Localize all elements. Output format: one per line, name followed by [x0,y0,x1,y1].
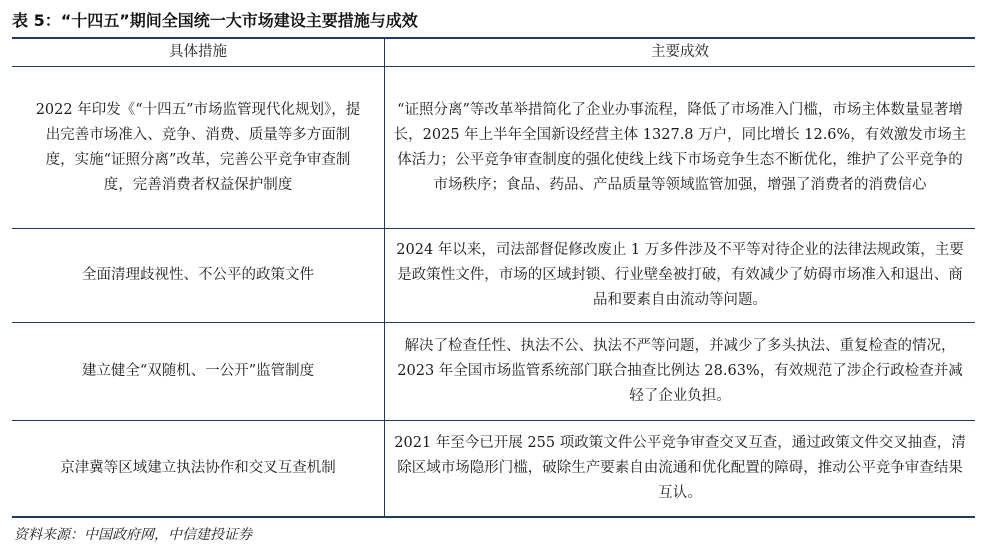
effect-text: 2024 年以来，司法部督促修改废止 1 万多件涉及不平等对待企业的法律法规政策，主要是政策性文件，市场的区域封锁、行业壁垒被打破，有效减少了妨碍市场准入和退出、商品和要素自由流动等问题。 [396,242,964,308]
measure-text: 京津冀等区域建立执法协作和交叉互查机制 [60,460,336,476]
measure-text: 建立健全“双随机、一公开”监管制度 [81,363,315,379]
table-row-3-effect [385,323,975,420]
effect-text: 解决了检查任性、执法不公、执法不严等问题，并减少了多头执法、重复检查的情况，2023 年全国市场监管系统部门联合抽查比例达 28.63%，有效规范了涉企行政检查并减轻了企业负担。 [397,338,963,404]
measure-text: 2022 年印发《“十四五”市场监管现代化规划》，提出完善市场准入、竞争、消费、质量等多方面制度，实施“证照分离”改革，完善公平竞争审查制度，完善消费者权益保护制度 [35,101,361,193]
table-row-2-measure [12,229,384,322]
table-title: 表 5：“十四五”期间全国统一大市场建设主要措施与成效 [12,11,418,30]
effect-text: “证照分离”等改革举措简化了企业办事流程，降低了市场准入门槛，市场主体数量显著增长，2025 年上半年全国新设经营主体 1327.8 万户，同比增长 12.6%，有效激发市场主体活力；公平竞争审查制度的强化使线上线下市场竞争生态不断优化，维护了公平竞争的市场秩序；食品、药品、产品质量等领域监管加强，增强了消费者的消费信心 [393,101,967,193]
column-header-measures: 具体措施 [169,44,227,60]
table-bottom-rule [12,516,975,518]
table-row-1-effect [385,67,975,228]
table-row-2-effect [385,229,975,322]
table-row-4-effect [385,421,975,516]
table-row-4-measure [12,421,384,516]
table-row-3-measure [12,323,384,420]
column-header-effects: 主要成效 [651,44,709,60]
measure-text: 全面清理歧视性、不公平的政策文件 [82,267,314,283]
table-row-1-measure [12,67,384,228]
source-note: 资料来源：中国政府网，中信建投证券 [14,527,252,543]
effect-text: 2021 年至今已开展 255 项政策文件公平竞争审查交叉互查，通过政策文件交叉抽查，清除区域市场隐形门槛，破除生产要素自由流通和优化配置的障碍，推动公平竞争审查结果互认。 [394,435,966,501]
